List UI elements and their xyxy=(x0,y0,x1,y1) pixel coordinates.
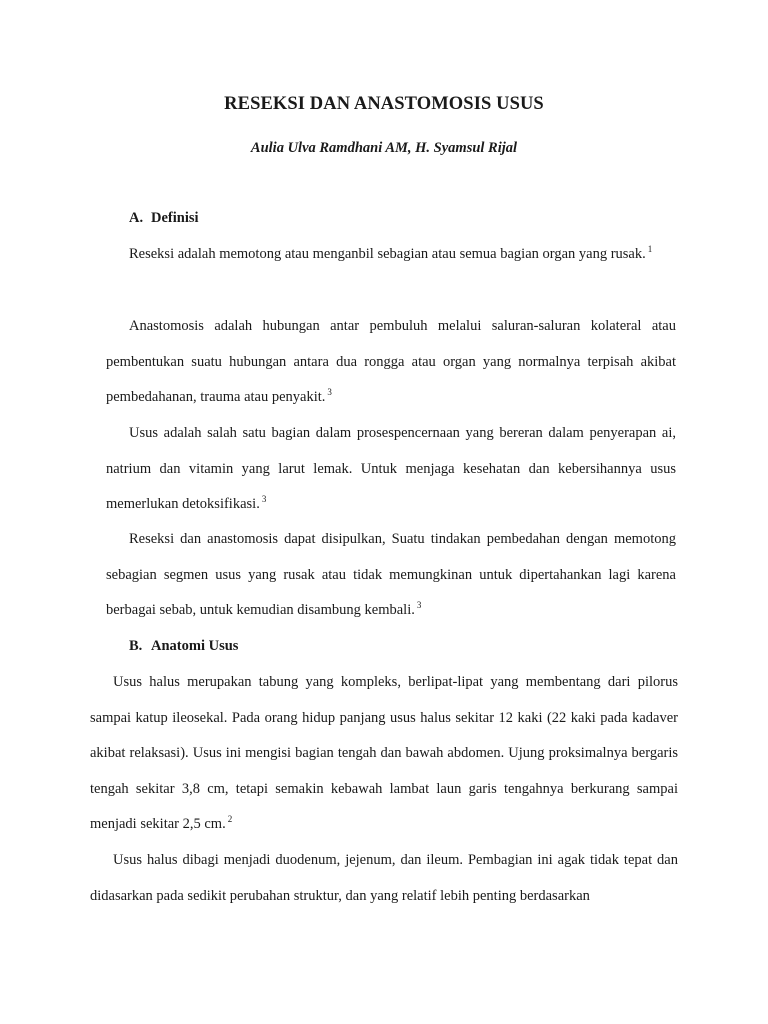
paragraph-text: Anastomosis adalah hubungan antar pembuluh melalui saluran-saluran kolateral atau pembentukan suatu hubungan antara dua rongga atau organ yang normalnya terpisah akibat pembedahanan, trauma atau penyakit. xyxy=(106,318,676,405)
citation-ref: 3 xyxy=(416,600,422,610)
document-title: RESEKSI DAN ANASTOMOSIS USUS xyxy=(224,94,544,114)
paragraph-text: Reseksi adalah memotong atau menganbil sebagian atau semua bagian organ yang rusak. xyxy=(129,246,646,262)
section-a-heading xyxy=(129,210,199,227)
citation-ref: 3 xyxy=(261,494,267,504)
document-authors: Aulia Ulva Ramdhani AM, H. Syamsul Rijal xyxy=(250,140,518,156)
paragraph-text: Usus halus merupakan tabung yang kompleks, berlipat-lipat yang membentang dari pilorus sampai katup ileosekal. Pada orang hidup panjang usus halus sekitar 12 kaki (22 kaki pada kadaver akibat relaksasi). Usus ini mengisi bagian tengah dan bawah abdomen. Ujung proksimalnya bergaris tengah sekitar 3,8 cm, tetapi semakin kebawah lambat laun garis tengahnya berkurang sampai menjadi sekitar 2,5 cm. xyxy=(90,674,678,832)
paragraph-text: Usus adalah salah satu bagian dalam prosespencernaan yang bereran dalam penyerapan ai, natrium dan vitamin yang larut lemak. Untuk menjaga kesehatan dan kebersihannya usus memerlukan detoksifikasi. xyxy=(106,425,676,512)
section-a-number: A. xyxy=(129,210,144,226)
section-b-title: Anatomi Usus xyxy=(151,638,239,654)
section-b-number: B. xyxy=(129,638,143,654)
section-b-heading xyxy=(129,638,238,655)
section-b-paragraph xyxy=(90,665,678,843)
paragraph-text: Reseksi dan anastomosis dapat disipulkan, Suatu tindakan pembedahan dengan memotong sebagian segmen usus yang rusak atau tidak memungkinan untuk dipertahankan lagi karena berbagai sebab, untuk kemudian disambung kembali. xyxy=(106,531,676,618)
section-a-paragraph xyxy=(106,416,676,523)
citation-ref: 2 xyxy=(227,814,233,824)
section-b-paragraph xyxy=(90,843,678,914)
citation-ref: 1 xyxy=(647,244,653,254)
citation-ref: 3 xyxy=(327,387,332,397)
section-a-paragraph xyxy=(106,309,676,416)
section-a-paragraph xyxy=(106,237,676,273)
paragraph-text: Usus halus dibagi menjadi duodenum, jejenum, dan ileum. Pembagian ini agak tidak tepat dan didasarkan pada sedikit perubahan struktur, dan yang relatif lebih penting berdasarkan xyxy=(90,852,678,904)
section-a-paragraph xyxy=(106,522,676,629)
section-a-title: Definisi xyxy=(151,210,199,226)
